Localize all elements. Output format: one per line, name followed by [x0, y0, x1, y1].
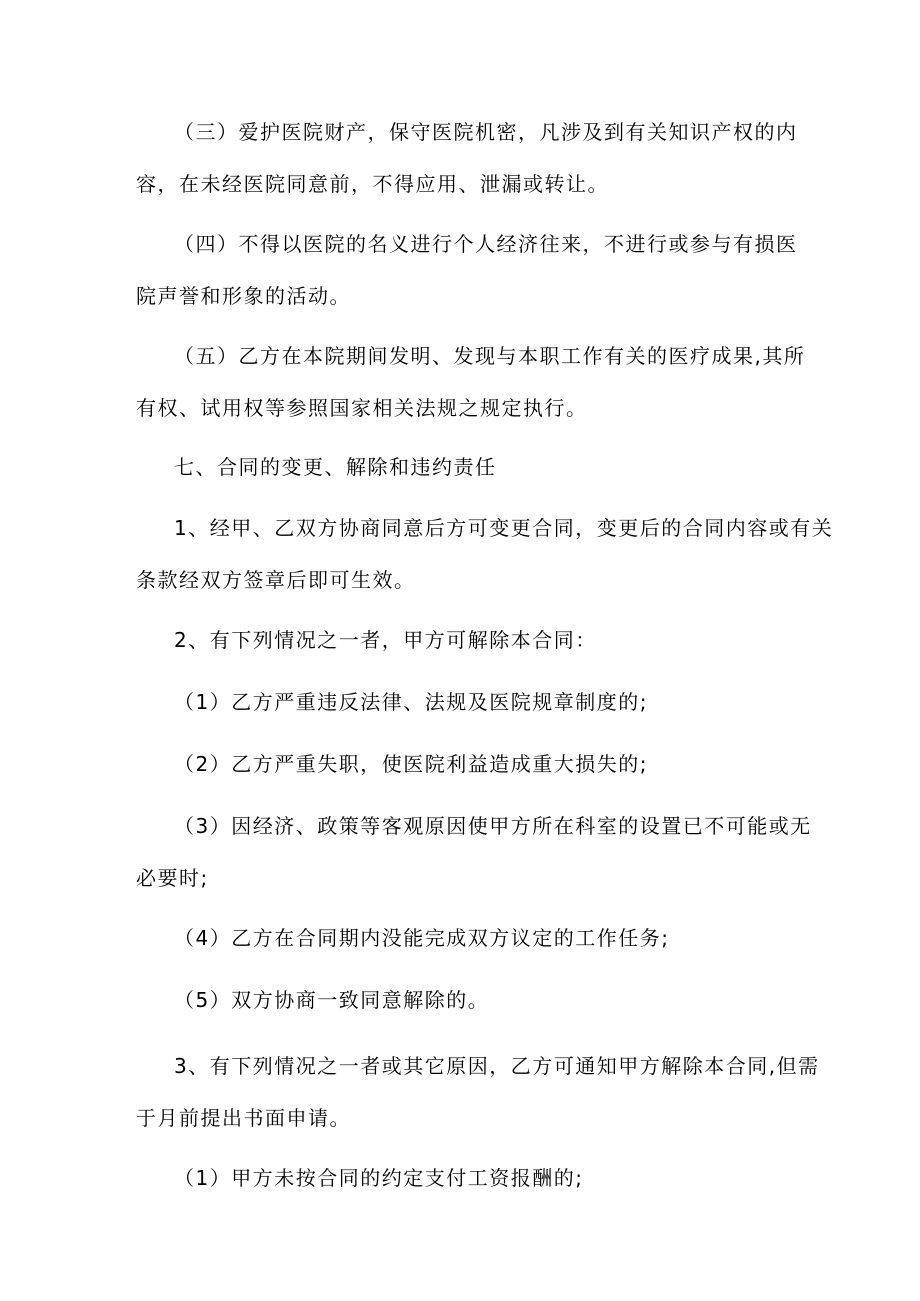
- text-line: 院声誉和形象的活动。: [136, 284, 351, 308]
- text-line: （2）乙方严重失职，使医院利益造成重大损失的;: [174, 752, 648, 776]
- list-item-3-1: [0, 1152, 920, 1204]
- paragraph-confidentiality: [0, 106, 920, 210]
- text-line: 3、有下列情况之一者或其它原因，乙方可通知甲方解除本合同,但需: [174, 1054, 820, 1078]
- text-line: 必要时;: [136, 866, 209, 890]
- text-line: （1）乙方严重违反法律、法规及医院规章制度的;: [174, 690, 648, 714]
- text-line: 条款经双方签章后即可生效。: [136, 568, 416, 592]
- list-item-2-4: [0, 912, 920, 964]
- paragraph-clause-1: [0, 502, 920, 606]
- paragraph-invention-rights: [0, 330, 920, 434]
- list-item-2-1: [0, 676, 920, 728]
- list-item-2-2: [0, 738, 920, 790]
- text-line: 2、有下列情况之一者，甲方可解除本合同：: [174, 628, 597, 652]
- text-line: （5）双方协商一致同意解除的。: [174, 988, 490, 1012]
- text-line: （3）因经济、政策等客观原因使甲方所在科室的设置已不可能或无: [174, 814, 812, 838]
- text-line: 于月前提出书面申请。: [136, 1106, 351, 1130]
- list-item-2-3: [0, 800, 920, 904]
- text-line: 有权、试用权等参照国家相关法规之规定执行。: [136, 396, 588, 420]
- paragraph-clause-3: [0, 1040, 920, 1144]
- list-item-2-5: [0, 974, 920, 1026]
- text-line: 1、经甲、乙双方协商同意后方可变更合同，变更后的合同内容或有关: [174, 516, 834, 540]
- paragraph-no-personal-dealings: [0, 218, 920, 322]
- section-heading-contract-changes: [0, 441, 920, 493]
- text-line: （五）乙方在本院期间发明、发现与本职工作有关的医疗成果,其所: [174, 344, 806, 368]
- paragraph-clause-2: [0, 614, 920, 666]
- text-line: 七、合同的变更、解除和违约责任: [174, 455, 497, 479]
- text-line: （三）爱护医院财产，保守医院机密，凡涉及到有关知识产权的内: [174, 120, 798, 144]
- text-line: （1）甲方未按合同的约定支付工资报酬的;: [174, 1166, 584, 1190]
- text-line: 容，在未经医院同意前，不得应用、泄漏或转让。: [136, 172, 609, 196]
- text-line: （四）不得以医院的名义进行个人经济往来，不进行或参与有损医: [174, 232, 798, 256]
- text-line: （4）乙方在合同期内没能完成双方议定的工作任务;: [174, 926, 670, 950]
